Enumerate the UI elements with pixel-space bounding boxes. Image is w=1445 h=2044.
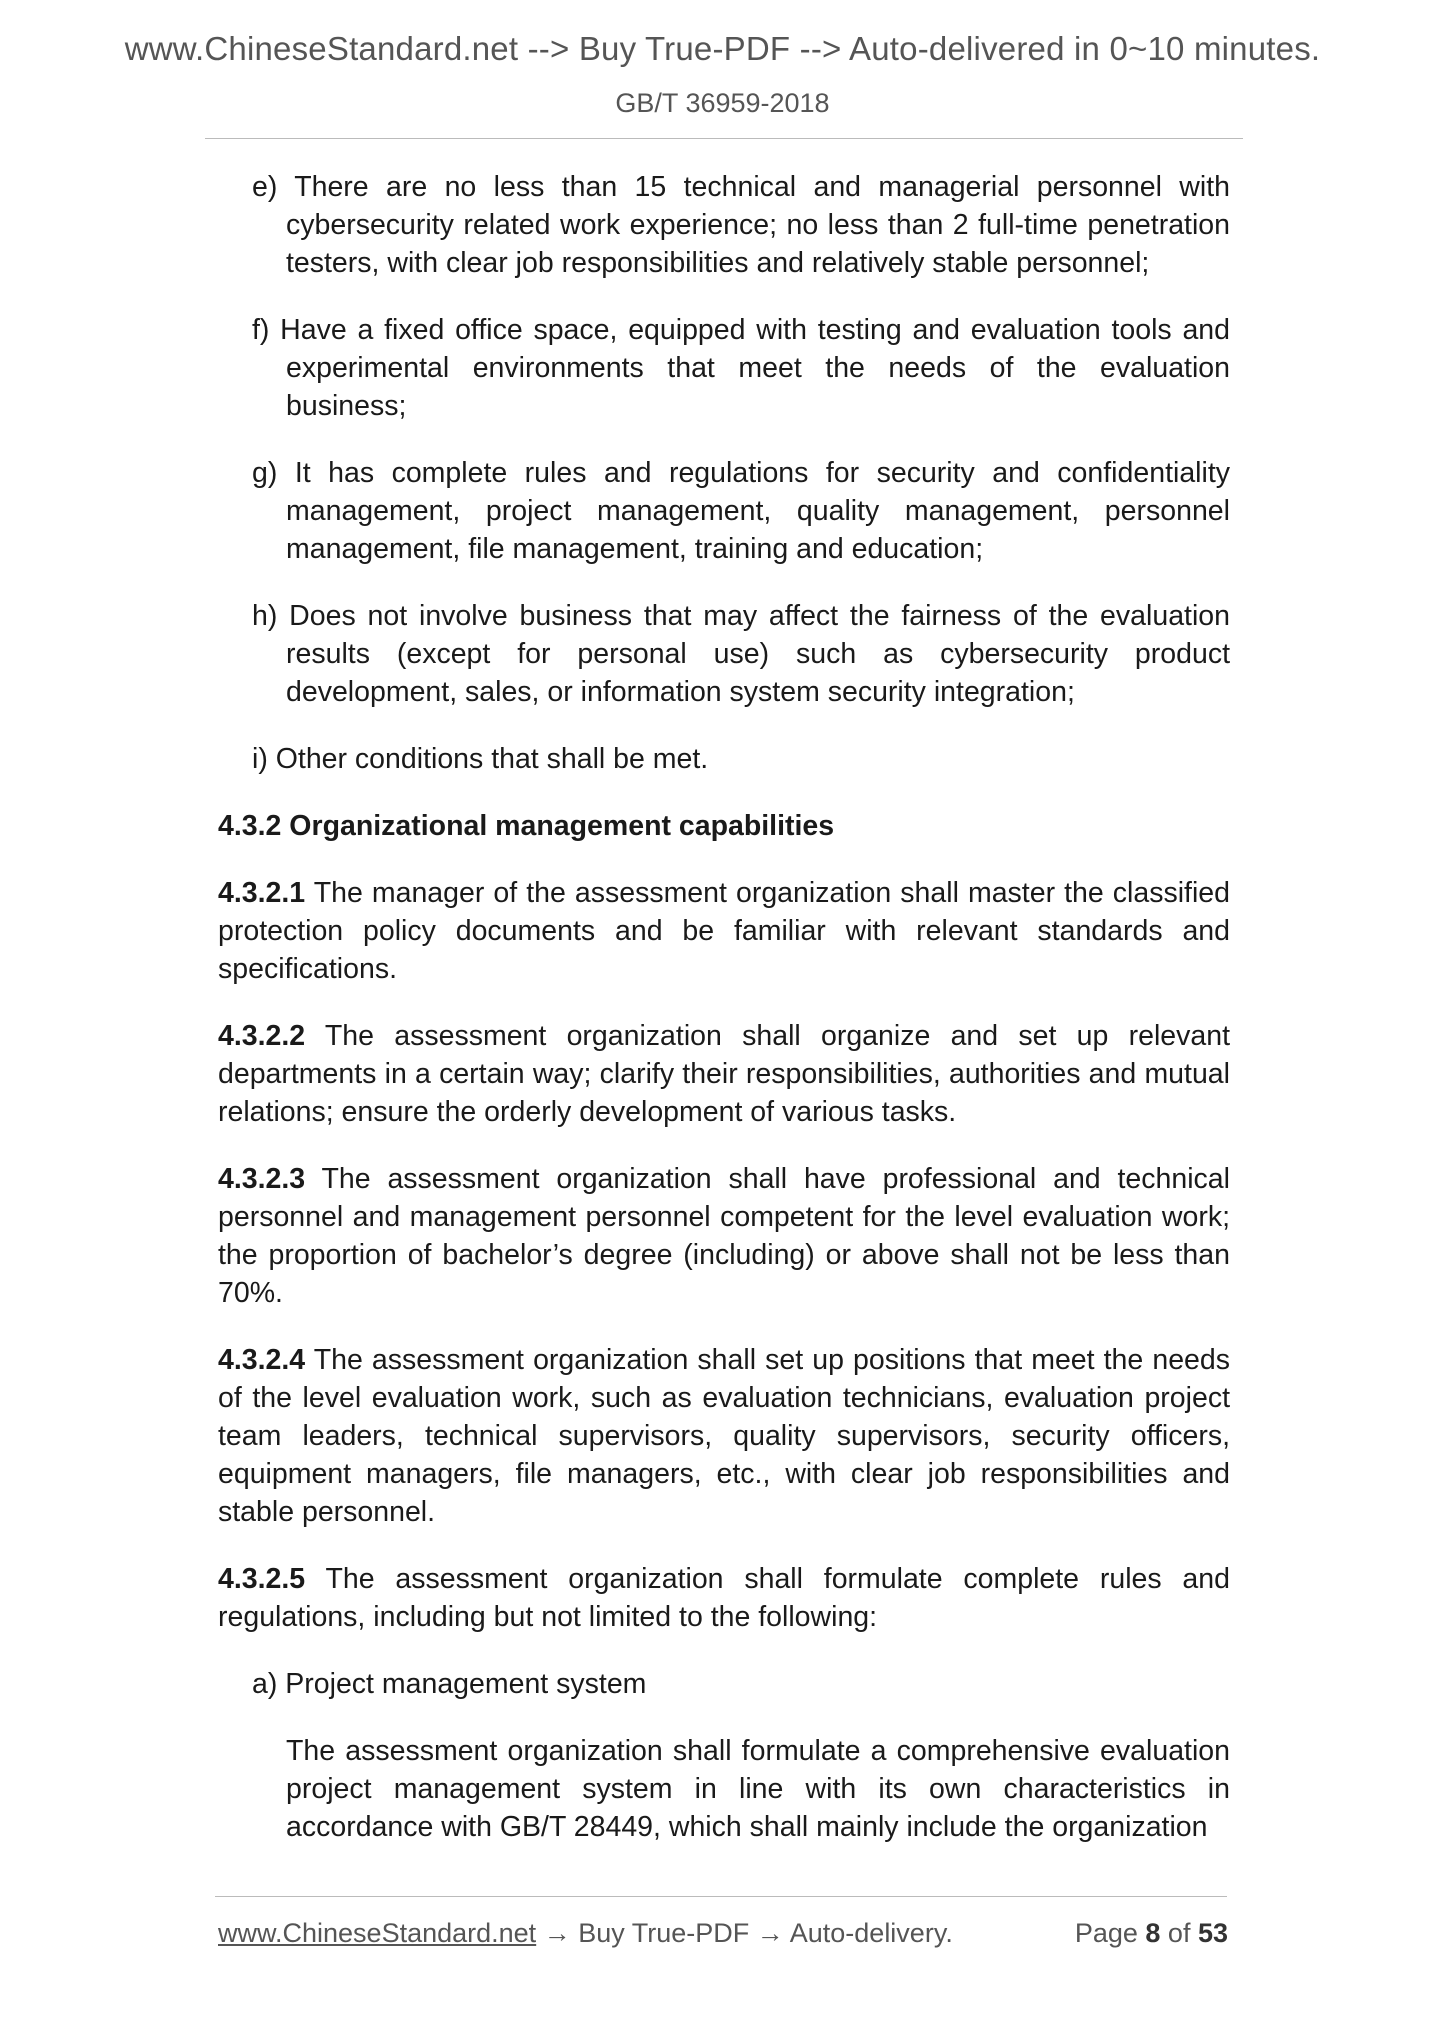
clause-number: 4.3.2.5 [218,1563,306,1595]
page-label: Page [1074,1918,1146,1948]
clause-text: The assessment organization shall have professional and technical personnel and management personnel competent for the level evaluation work; the proportion of bachelor’s degree (including) or above shall not be less than 70%. [218,1163,1230,1309]
list-item-a-text: The assessment organization shall formulate a comprehensive evaluation project management system in line with its own characteristics in accordance with GB/T 28449, which shall mainly include the organization [286,1735,1230,1843]
list-item-a: a) Project management system [252,1668,647,1700]
clause-text: The assessment organization shall set up positions that meet the needs of the level evaluation work, such as evaluation technicians, evaluation project team leaders, technical supervisors, quality supervisors, security officers, equipment managers, file managers, etc., with clear job responsibilities and stable personnel. [218,1344,1230,1528]
clause-text: The assessment organization shall formulate complete rules and regulations, including but not limited to the following: [218,1563,1230,1633]
list-item-i: i) Other conditions that shall be met. [252,743,709,775]
page-current: 8 [1145,1918,1161,1948]
clause-paragraph [218,1160,1230,1312]
document-body [218,168,1230,1846]
clause-number: 4.3.2.3 [218,1163,306,1195]
page-total: 53 [1197,1918,1228,1948]
clause-text: The manager of the assessment organization shall master the classified protection policy documents and be familiar with relevant standards and specifications. [218,877,1230,985]
section-heading: 4.3.2 Organizational management capabilities [218,810,835,842]
clause-number: 4.3.2.2 [218,1020,306,1052]
clause-paragraph [218,1341,1230,1531]
site-link[interactable]: www.ChineseStandard.net [218,1918,537,1948]
clause-paragraph [218,874,1230,988]
standard-number: GB/T 36959-2018 [615,88,830,118]
buy-text: → Buy True-PDF → Auto-delivery. [536,1918,953,1948]
list-item-e: e) There are no less than 15 technical and managerial personnel with cybersecurity related work experience; no less than 2 full-time penetration testers, with clear job responsibilities and relatively stable personnel; [252,171,1230,279]
list-item-f: f) Have a fixed office space, equipped with testing and evaluation tools and experimental environments that meet the needs of the evaluation business; [252,314,1230,422]
list-item-g: g) It has complete rules and regulations for security and confidentiality management, project management, quality management, personnel management, file management, training and education; [252,457,1230,565]
clause-number: 4.3.2.1 [218,877,306,909]
footer-links [218,1918,953,1949]
clause-text: The assessment organization shall organize and set up relevant departments in a certain way; clarify their responsibilities, authorities and mutual relations; ensure the orderly development of various tasks. [218,1020,1230,1128]
header-divider [205,138,1243,139]
footer-divider [215,1896,1227,1897]
clause-number: 4.3.2.4 [218,1344,306,1376]
clause-paragraph [218,1017,1230,1131]
header-banner: www.ChineseStandard.net --> Buy True-PDF --> Auto-delivered in 0~10 minutes. [124,30,1321,67]
page-indicator [1075,1918,1228,1949]
list-item-h: h) Does not involve business that may affect the fairness of the evaluation results (except for personal use) such as cybersecurity product development, sales, or information system security integration; [252,600,1230,708]
clause-paragraph [218,1560,1230,1636]
of-label: of [1160,1918,1198,1948]
